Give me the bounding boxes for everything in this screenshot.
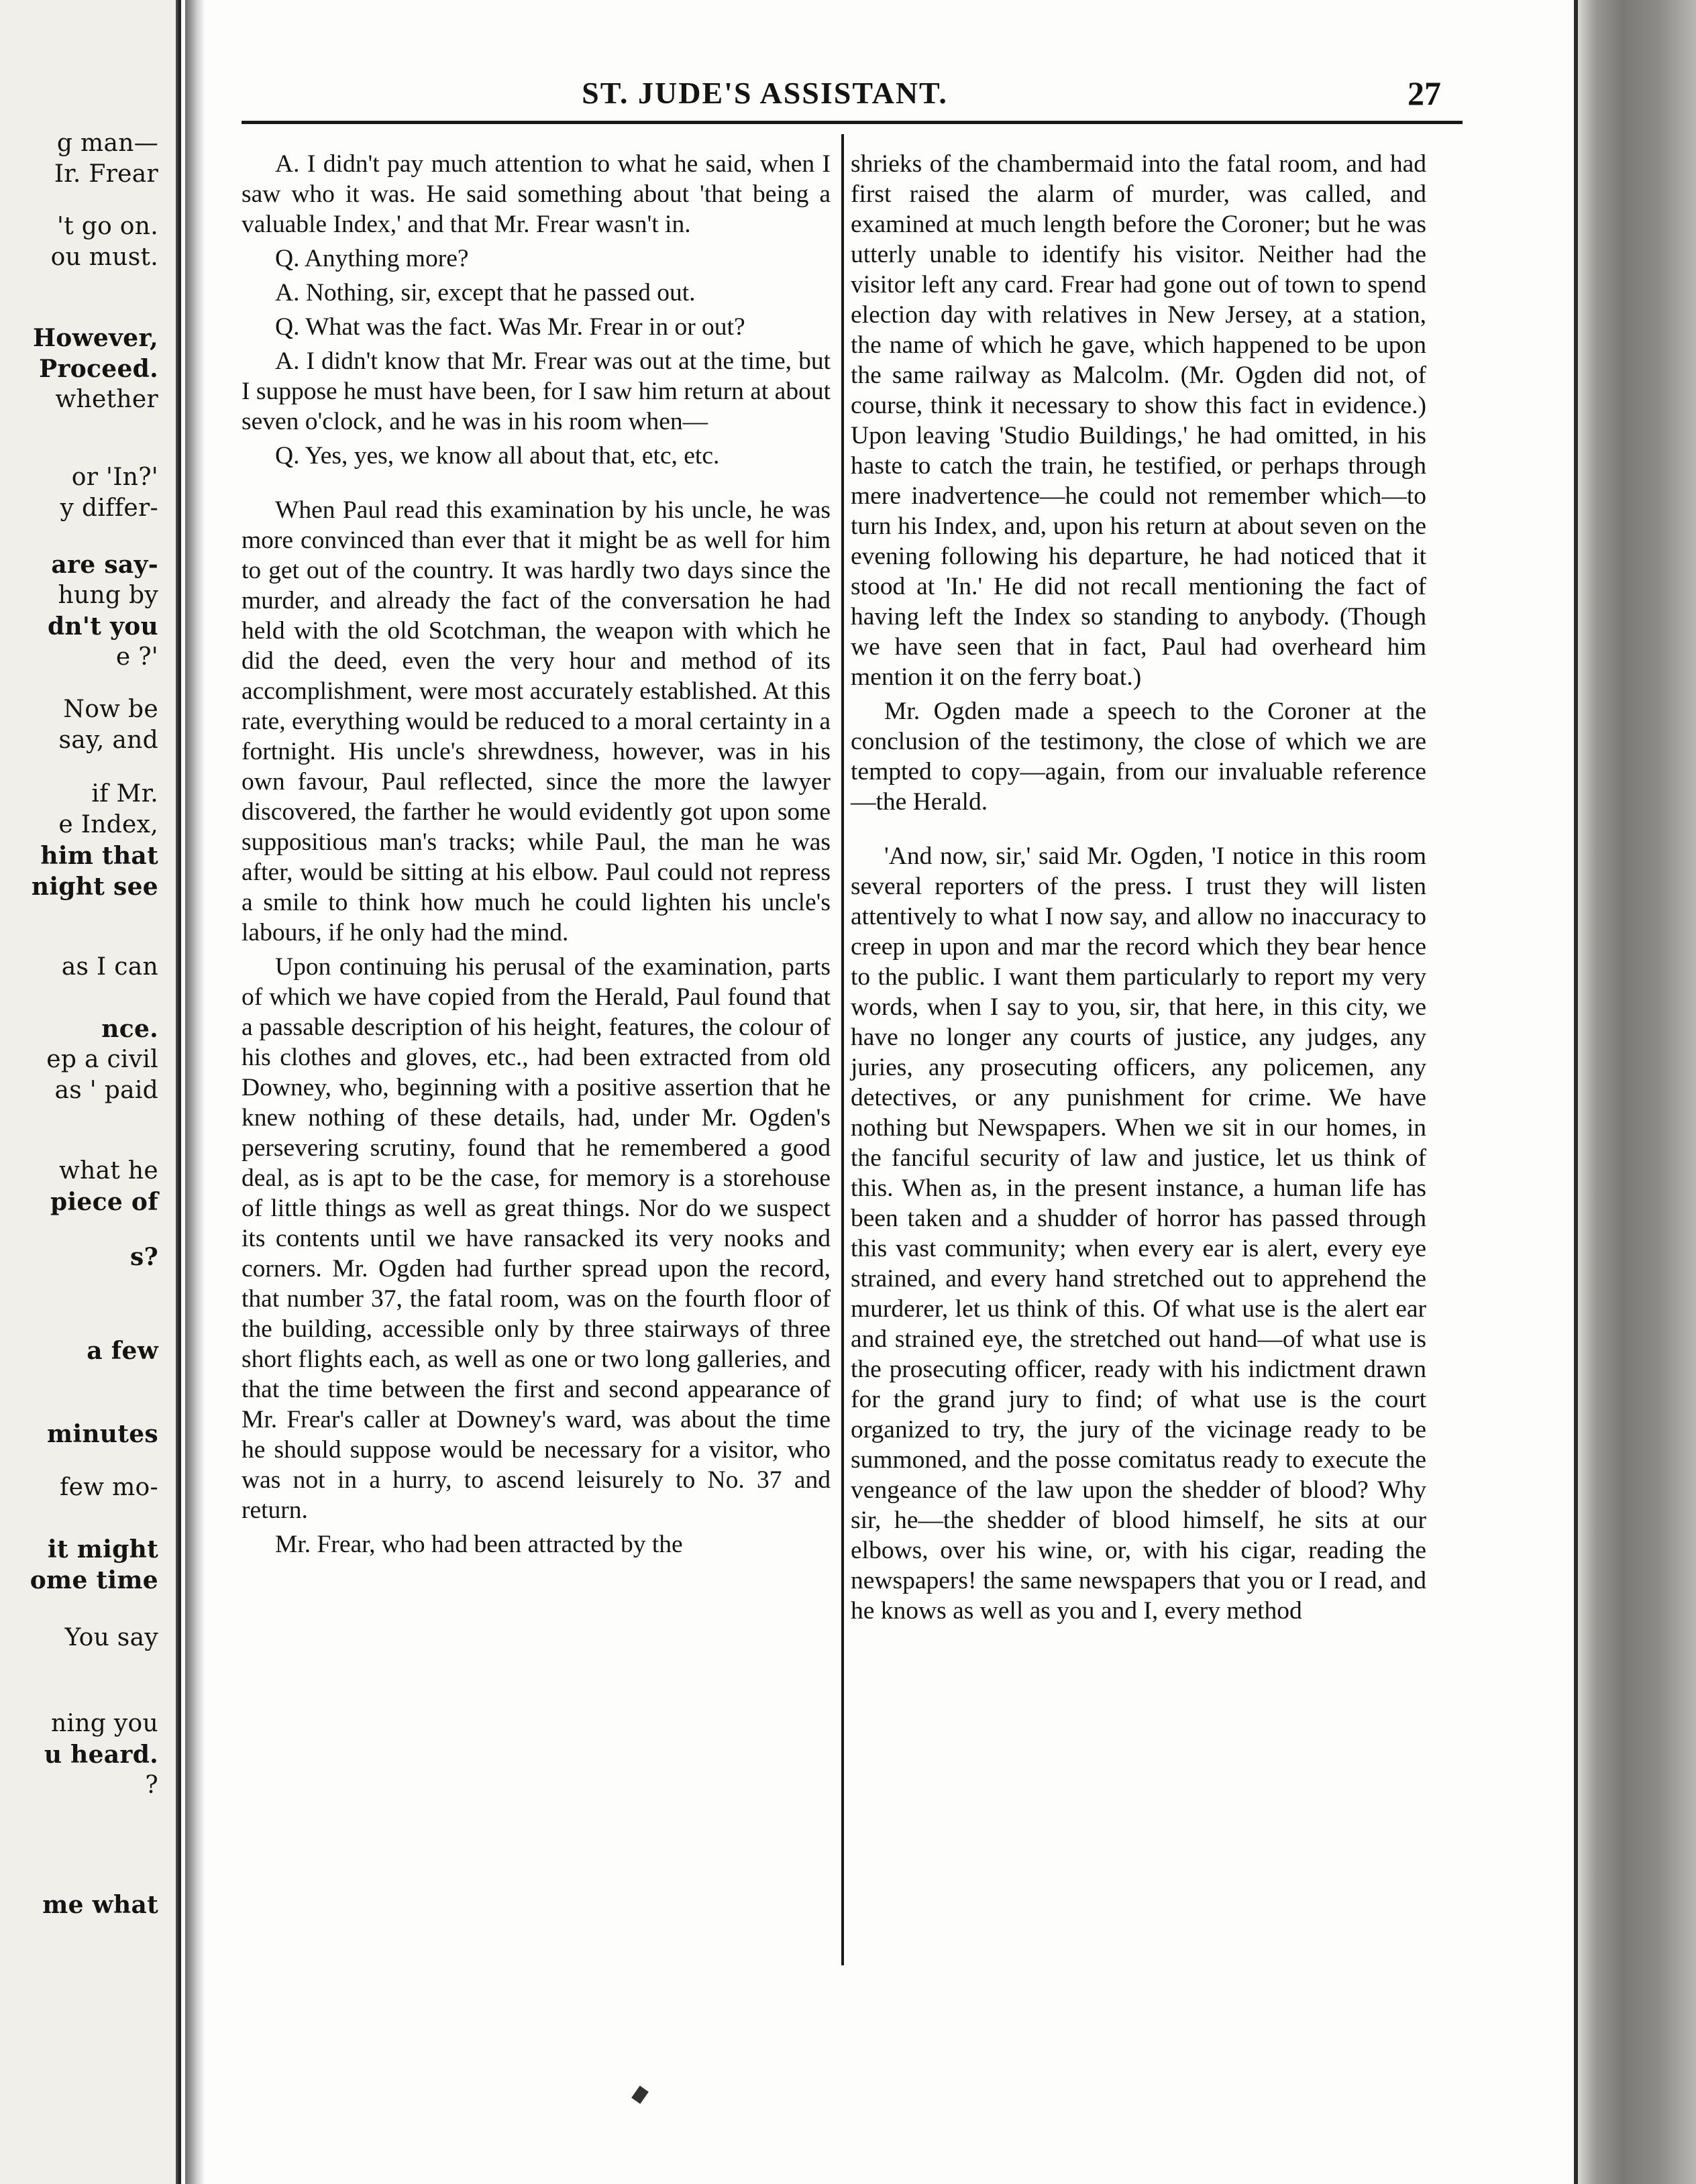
prev-line: whether [55,386,158,413]
prev-line: if Mr. [91,780,158,808]
prev-line: e ?' [115,643,158,671]
prev-line: as I can [61,953,158,981]
prev-line: nce. [101,1015,158,1043]
prev-line: it might [48,1535,158,1564]
prev-line: ning you [51,1710,158,1737]
prev-line: Proceed. [39,355,158,383]
prev-line: s? [130,1243,158,1271]
previous-page-fragment [0,0,181,2184]
prev-line: are say- [51,551,158,579]
prev-line: him that [40,842,158,870]
prev-line: minutes [46,1420,158,1448]
prev-line: However, [32,324,158,352]
prev-line: g man— [56,129,158,157]
page-number: 27 [1408,74,1441,112]
paragraph: Mr. Frear, who had been attracted by the [275,1531,683,1558]
paragraph: Q. Anything more? [275,245,469,272]
prev-line: or 'In?' [71,463,158,491]
paragraph: When Paul read this examination by his uncle, he was more convinced than ever that it might be as well for him to get out of the country. It was hardly two days since the murder, and already the fact of the conversation he had held with the old Scotchman, the weapon with which he did the deed, even the very hour and method of its accomplishment, were most accurately established. At this rate, everything would be reduced to a moral certainty in a fortnight. His uncle's shrewdness, however, was in his own favour, Paul reflected, since the more the lawyer discovered, the farther he would evidently got upon some suppositious man's tracks; while Paul, the man he was after, would be sitting at his elbow. Paul could not repress a smile to think how much he could lighten his uncle's labours, if he only had the mind. [242,496,831,946]
prev-line: say, and [58,726,158,754]
left-column [242,149,831,1560]
paragraph: A. I didn't pay much attention to what he said, when I saw who it was. He said something about 'that being a valuable Index,' and that Mr. Frear wasn't in. [242,150,831,238]
column-divider [841,134,844,1965]
prev-line: ? [145,1771,158,1799]
header-rule [242,121,1463,124]
prev-line: few mo- [60,1474,158,1501]
paragraph: Mr. Ogden made a speech to the Coroner at the conclusion of the testimony, the close of which we are tempted to copy—again, from our invaluable reference—the Herald. [851,698,1426,816]
running-title: ST. JUDE'S ASSISTANT. [582,76,948,110]
prev-line: dn't you [47,612,158,641]
paragraph: Q. What was the fact. Was Mr. Frear in or out? [275,313,745,341]
prev-line: as ' paid [54,1077,158,1104]
prev-line: u heard. [44,1741,158,1769]
prev-line: Now be [63,696,158,723]
prev-line: ou must. [50,243,158,271]
right-column [851,149,1426,1626]
prev-line: ep a civil [46,1046,158,1073]
prev-line: hung by [58,582,158,609]
prev-line: a few [87,1337,158,1365]
prev-line: night see [31,873,158,901]
prev-line: what he [59,1157,158,1185]
paragraph: A. Nothing, sir, except that he passed out. [275,279,696,307]
paragraph: 'And now, sir,' said Mr. Ogden, 'I notice in this room several reporters of the press. I trust they will listen attentively to what I now say, and allow no inaccuracy to creep in upon and mar the record which they bear hence to the public. I want them particularly to report my very words, when I say to you, sir, that here, in this city, we have no longer any courts of justice, any judges, any juries, any prosecuting officers, any policemen, any detectives, or any punishment for crime. We have nothing but Newspapers. When we sit in our homes, in the fanciful security of law and justice, let us think of this. When as, in the present instance, a human life has been taken and a shudder of horror has passed through this vast community; when every ear is alert, every eye strained, and every hand stretched out to apprehend the murderer, let us think of this. Of what use is the alert ear and strained eye, the stretched out hand—of what use is the prosecuting officer, ready with his indictment drawn for the grand jury to find; of what use is the court organized to try, the jury of the vicinage ready to be summoned, and the posse comitatus ready to execute the vengeance of the law upon the shedder of blood? Why sir, he—the shedder of blood himself, he sits at our elbows, over his wine, or, with his cigar, reading the newspapers! the same newspapers that you or I read, and he knows as well as you and I, every method [851,842,1426,1625]
prev-line: piece of [50,1188,158,1216]
prev-line: ome time [30,1566,158,1594]
paragraph: A. I didn't know that Mr. Frear was out at the time, but I suppose he must have been, for I saw him return at about seven o'clock, and he was in his room when— [242,347,831,435]
prev-line: e Index, [58,811,158,838]
paragraph: Upon continuing his perusal of the examination, parts of which we have copied from the Herald, Paul found that a passable description of his height, features, the colour of his clothes and gloves, etc., had been extracted from old Downey, who, beginning with a positive assertion that he knew nothing of these details, had, under Mr. Ogden's persevering scrutiny, found that he remembered a good deal, as is apt to be the case, for memory is a storehouse of little things as well as great things. Nor do we suspect its contents until we have ransacked its very nooks and corners. Mr. Ogden had further spread upon the record, that number 37, the fatal room, was on the fourth floor of the building, accessible only by three stairways of three short flights each, as well as one or two long galleries, and that the time between the first and second appearance of Mr. Frear's caller at Downey's ward, was about the time he should suppose would be necessary for a visitor, who was not in a hurry, to ascend leisurely to No. 37 and return. [242,953,831,1524]
page-edge [176,0,181,2184]
paragraph: shrieks of the chambermaid into the fatal room, and had first raised the alarm of murder, was called, and examined at much length before the Coroner; but he was utterly unable to identify his visitor. Neither had the visitor left any card. Frear had gone out of town to spend election day with relatives in New Jersey, at a station, the name of which he gave, which happened to be upon the same railway as Malcolm. (Mr. Ogden did not, of course, think it necessary to show this fact in evidence.) Upon leaving 'Studio Buildings,' he had omitted, in his haste to catch the train, he testified, or perhaps through mere inadvertence—he could not remember which—to turn his Index, and, upon his return at about seven on the evening following his departure, he had noticed that it stood at 'In.' He did not recall mentioning the fact of having left the Index so standing to anybody. (Though we have seen that in fact, Paul had overheard him mention it on the ferry boat.) [851,150,1426,691]
paragraph: Q. Yes, yes, we know all about that, etc, etc. [275,442,720,470]
prev-line: 't go on. [57,213,158,240]
page-fore-edge [1574,0,1696,2184]
binding-gutter [185,0,205,2184]
prev-line: y differ- [60,494,158,522]
prev-line: me what [42,1891,158,1919]
prev-line: Ir. Frear [54,160,158,188]
prev-line: You say [64,1624,158,1651]
